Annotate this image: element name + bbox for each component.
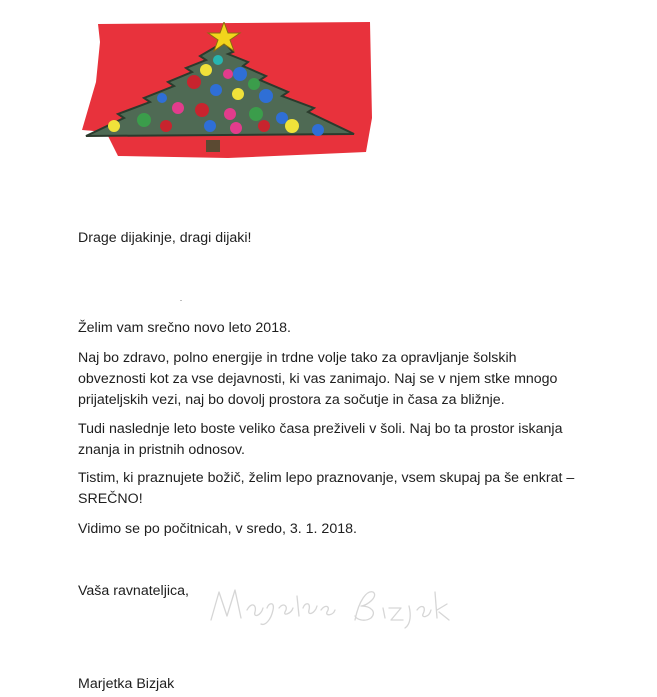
paragraph-health [78, 348, 557, 411]
paragraph-line: obveznosti kot za vse dejavnosti, ki vas zanimajo. Naj se v njem stke mnogo [78, 371, 558, 387]
paragraph-school [78, 419, 562, 461]
letter-closing: Vaša ravnateljica, [78, 583, 189, 599]
scan-speck [180, 300, 182, 301]
handwritten-signature [205, 580, 475, 630]
paragraph-line: znanja in pristnih odnosov. [78, 442, 245, 458]
paragraph-line: SREČNO! [78, 491, 143, 507]
paragraph-christmas [78, 468, 574, 510]
new-year-wish: Želim vam srečno novo leto 2018. [78, 320, 291, 336]
letter-greeting: Drage dijakinje, dragi dijaki! [78, 230, 252, 246]
paragraph-line: Tistim, ki praznujete božič, želim lepo praznovanje, vsem skupaj pa še enkrat – [78, 470, 575, 486]
christmas-tree-banner [78, 22, 374, 160]
signature-icon [205, 580, 475, 630]
paragraph-line: Naj bo zdravo, polno energije in trdne volje tako za opravljanje šolskih [78, 350, 517, 366]
christmas-tree-icon [78, 22, 374, 160]
paragraph-see-you: Vidimo se po počitnicah, v sredo, 3. 1. 2018. [78, 521, 357, 537]
paragraph-line: prijateljskih vezi, naj bo dovolj prostora za sočutje in časa za bližnje. [78, 392, 505, 408]
paragraph-line: Tudi naslednje leto boste veliko časa preživeli v šoli. Naj bo ta prostor iskanja [78, 421, 563, 437]
signatory-name: Marjetka Bizjak [78, 676, 175, 692]
